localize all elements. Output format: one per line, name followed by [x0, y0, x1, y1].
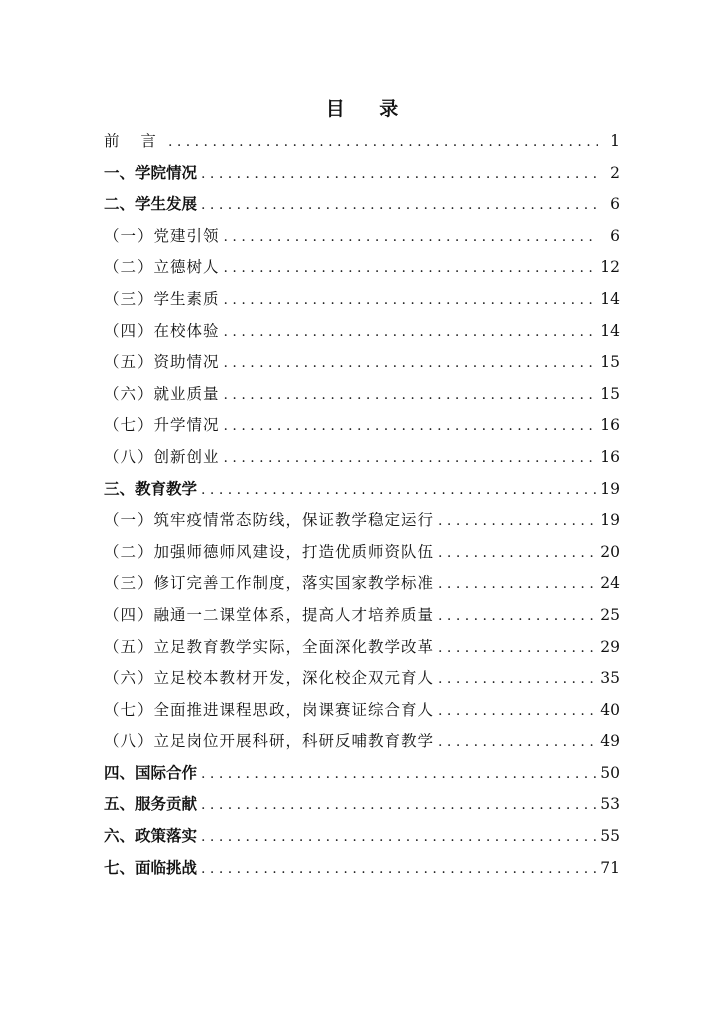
toc-entry-label: 前 言 — [104, 132, 164, 150]
toc-entry[interactable] — [104, 789, 620, 821]
toc-entry[interactable] — [104, 505, 620, 537]
toc-entry[interactable] — [104, 442, 620, 474]
toc-entry-label: （二）加强师德师风建设，打造优质师资队伍 — [104, 542, 435, 561]
toc-entry-label: 四、国际合作 — [104, 763, 198, 782]
toc-dot-leader — [224, 316, 597, 349]
toc-entry-label: （六）立足校本教材开发，深化校企双元育人 — [104, 669, 435, 688]
toc-page-number: 6 — [610, 195, 620, 214]
toc-page-number: 16 — [600, 416, 620, 435]
toc-page-number: 25 — [600, 605, 620, 624]
toc-page-number: 35 — [600, 669, 620, 688]
toc-page-number: 29 — [600, 637, 620, 656]
toc-entry[interactable] — [104, 379, 620, 411]
toc-entry-label: 七、面临挑战 — [104, 858, 198, 877]
toc-entry[interactable] — [104, 158, 620, 190]
toc-page-number: 49 — [600, 732, 620, 751]
toc-entry[interactable] — [104, 568, 620, 600]
toc-entry[interactable] — [104, 347, 620, 379]
toc-entry-label: （三）学生素质 — [104, 289, 220, 308]
toc-dot-leader — [168, 126, 598, 159]
toc-dot-leader — [438, 537, 596, 570]
toc-page-number: 1 — [610, 132, 620, 150]
toc-entry[interactable] — [104, 126, 620, 158]
toc-entry-label: （七）全面推进课程思政，岗课赛证综合育人 — [104, 700, 435, 719]
toc-page-number: 6 — [610, 226, 620, 245]
toc-entry[interactable] — [104, 726, 620, 758]
toc-entry-label: （五）立足教育教学实际，全面深化教学改革 — [104, 637, 435, 656]
toc-entry[interactable] — [104, 537, 620, 569]
toc-entry-label: （一）筑牢疫情常态防线，保证教学稳定运行 — [104, 511, 435, 530]
toc-entry-label: 五、服务贡献 — [104, 795, 198, 814]
toc-dot-leader — [438, 663, 596, 696]
toc-dot-leader — [224, 347, 597, 380]
toc-entry[interactable] — [104, 853, 620, 885]
toc-entry-label: （三）修订完善工作制度，落实国家教学标准 — [104, 574, 435, 593]
toc-page-number: 19 — [600, 479, 620, 498]
toc-page-number: 14 — [600, 289, 620, 308]
toc-page-number: 14 — [600, 321, 620, 340]
toc-page-number: 71 — [600, 858, 620, 877]
toc-entry[interactable] — [104, 189, 620, 221]
toc-page-number: 12 — [600, 258, 620, 277]
toc-entry-label: （六）就业质量 — [104, 384, 220, 403]
toc-page-number: 24 — [600, 574, 620, 593]
toc-entry[interactable] — [104, 695, 620, 727]
toc-page-number: 55 — [600, 827, 620, 846]
toc-dot-leader — [438, 600, 596, 633]
toc-entry-label: （二）立德树人 — [104, 258, 220, 277]
toc-dot-leader — [224, 379, 597, 412]
toc-page-number: 53 — [600, 795, 620, 814]
toc-entry-label: （八）立足岗位开展科研，科研反哺教育教学 — [104, 732, 435, 751]
toc-entry[interactable] — [104, 252, 620, 284]
toc-page-number: 20 — [600, 542, 620, 561]
toc-entry[interactable] — [104, 600, 620, 632]
toc-dot-leader — [438, 632, 596, 665]
toc-dot-leader — [224, 284, 597, 317]
toc-dot-leader — [201, 853, 596, 886]
toc-dot-leader — [224, 442, 597, 475]
toc-entry-label: 六、政策落实 — [104, 827, 198, 846]
toc-entry[interactable] — [104, 632, 620, 664]
toc-page-number: 15 — [600, 384, 620, 403]
toc-dot-leader — [201, 474, 596, 507]
toc-dot-leader — [438, 695, 596, 728]
toc-dot-leader — [438, 568, 596, 601]
table-of-contents — [104, 126, 620, 884]
toc-entry-label: （八）创新创业 — [104, 447, 220, 466]
toc-entry[interactable] — [104, 758, 620, 790]
toc-dot-leader — [201, 158, 598, 191]
toc-dot-leader — [438, 505, 596, 538]
toc-dot-leader — [438, 726, 596, 759]
toc-entry[interactable] — [104, 474, 620, 506]
toc-page-number: 16 — [600, 447, 620, 466]
toc-dot-leader — [201, 789, 596, 822]
toc-entry-label: （七）升学情况 — [104, 416, 220, 435]
toc-page-number: 15 — [600, 353, 620, 372]
toc-page-number: 19 — [600, 511, 620, 530]
toc-entry[interactable] — [104, 663, 620, 695]
toc-title: 目 录 — [325, 98, 413, 120]
toc-dot-leader — [224, 252, 597, 285]
toc-dot-leader — [201, 189, 598, 222]
toc-entry-label: （一）党建引领 — [104, 226, 220, 245]
toc-dot-leader — [201, 821, 596, 854]
toc-page-number: 50 — [600, 763, 620, 782]
toc-entry-label: 三、教育教学 — [104, 479, 198, 498]
toc-page-number: 2 — [610, 163, 620, 182]
toc-entry-label: （四）在校体验 — [104, 321, 220, 340]
toc-entry[interactable] — [104, 821, 620, 853]
toc-entry-label: 一、学院情况 — [104, 163, 198, 182]
toc-entry[interactable] — [104, 316, 620, 348]
toc-dot-leader — [224, 221, 598, 254]
toc-dot-leader — [224, 410, 597, 443]
toc-entry-label: （四）融通一二课堂体系，提高人才培养质量 — [104, 605, 435, 624]
toc-dot-leader — [201, 758, 596, 791]
toc-entry[interactable] — [104, 410, 620, 442]
toc-entry[interactable] — [104, 284, 620, 316]
toc-entry[interactable] — [104, 221, 620, 253]
toc-entry-label: （五）资助情况 — [104, 353, 220, 372]
toc-entry-label: 二、学生发展 — [104, 195, 198, 214]
toc-page-number: 40 — [600, 700, 620, 719]
